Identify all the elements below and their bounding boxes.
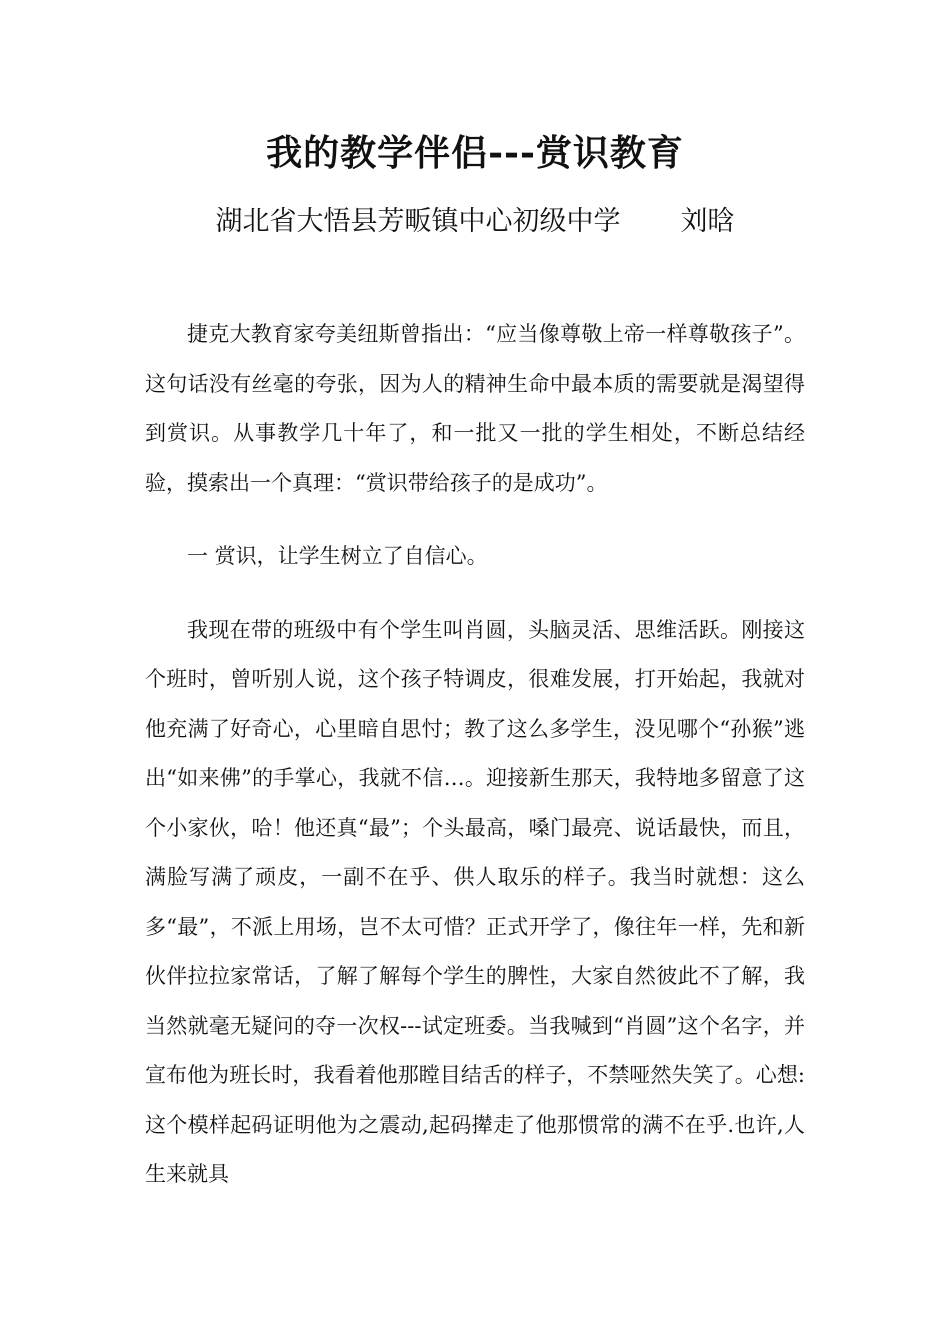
author-line [0, 200, 950, 244]
author-name: 刘晗 [680, 206, 735, 237]
paragraph-intro: 捷克大教育家夸美纽斯曾指出：“应当像尊敬上帝一样尊敬孩子”。这句话没有丝毫的夸张，因为人的精神生命中最本质的需要就是渴望得到赏识。从事教学几十年了，和一批又一批的学生相处，不断总结经验，摸索出一个真理：“赏识带给孩子的是成功”。 [145, 322, 805, 495]
paragraph-story: 我现在带的班级中有个学生叫肖圆，头脑灵活、思维活跃。刚接这个班时，曾听别人说，这个孩子特调皮，很难发展，打开始起，我就对他充满了好奇心，心里暗自思忖；教了这么多学生，没见哪个“孙猴”逃出“如来佛”的手掌心，我就不信…。迎接新生那天，我特地多留意了这个小家伙，哈！他还真“最”；个头最高，嗓门最亮、说话最快，而且，满脸写满了顽皮，一副不在乎、供人取乐的样子。我当时就想：这么多“最”，不派上用场，岂不太可惜？正式开学了，像往年一样，先和新伙伴拉拉家常话，了解了解每个学生的脾性，大家自然彼此不了解，我当然就毫无疑问的夺一次权---试定班委。当我喊到“肖圆”这个名字，并宣布他为班长时，我看着他那瞠目结舌的样子，不禁哑然失笑了。心想:这个模样起码证明他为之震动,起码撵走了他那惯常的满不在乎.也许,人生来就具 [145, 617, 805, 1186]
author-school: 湖北省大悟县芳畈镇中心初级中学 [215, 206, 621, 237]
section-heading-1: 一 赏识，让学生树立了自信心。 [187, 544, 488, 568]
document-body [145, 310, 805, 1200]
document-title: 我的教学伴侣---赏识教育 [266, 132, 684, 174]
